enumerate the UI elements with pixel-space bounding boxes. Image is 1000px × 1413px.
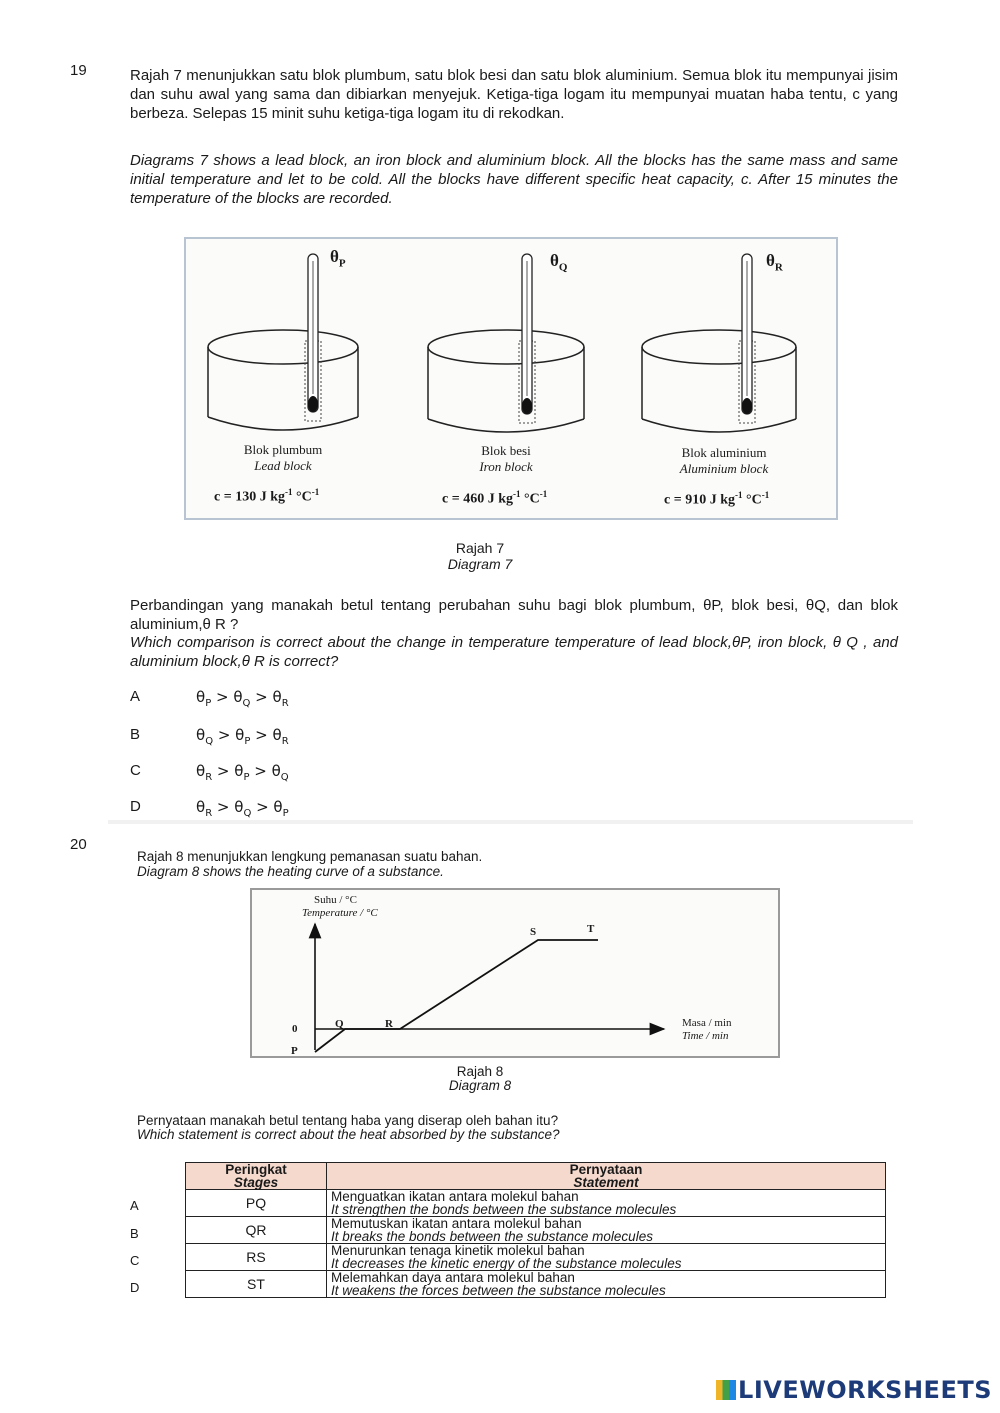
y-axis-label: Suhu / °C Temperature / °C: [302, 894, 378, 919]
origin-label: 0: [292, 1023, 298, 1035]
heating-curve: [315, 940, 598, 1052]
option-letter: D: [130, 798, 141, 815]
question-number-19: 19: [70, 62, 87, 79]
stage-cell: ST: [186, 1271, 327, 1298]
q20-question: Pernyataan manakah betul tentang haba yang diserap oleh bahan itu? Which statement is correct about the heat absorbed by the substance?: [137, 1113, 560, 1142]
statement-cell: Memutuskan ikatan antara molekul bahan It breaks the bonds between the substance molecules: [327, 1217, 886, 1244]
row-letter-d: D: [130, 1280, 140, 1295]
lead-block-caption: Blok plumbum Lead block: [243, 442, 323, 473]
statement-cell: Melemahkan daya antara molekul bahan It weakens the forces between the substance molecules: [327, 1271, 886, 1298]
theta-r-label: $\theta_R$: [766, 251, 783, 274]
table-row[interactable]: [186, 1271, 886, 1298]
statement-table: [185, 1162, 886, 1298]
table-row[interactable]: [186, 1244, 886, 1271]
container-aluminium: [642, 254, 796, 432]
diagram-8: [250, 888, 780, 1058]
q19-question-english: Which comparison is correct about the change in temperature temperature of lead block,θP, iron block, θ Q , and aluminium block,θ R is correct?: [130, 634, 898, 670]
point-p-label: P: [291, 1045, 298, 1057]
x-axis-label: Masa / min Time / min: [682, 1017, 732, 1042]
iron-block-caption: Blok besi Iron block: [479, 443, 533, 474]
section-divider: [108, 820, 913, 824]
row-letter-b: B: [130, 1226, 139, 1241]
option-text: $\theta_P > \theta_Q > \theta_R$: [196, 688, 289, 709]
brand-logo: LIVEWORKSHEETS: [716, 1376, 992, 1404]
option-text: $\theta_R > \theta_P > \theta_Q$: [196, 762, 289, 783]
option-text: $\theta_Q > \theta_P > \theta_R$: [196, 726, 289, 747]
point-r-label: R: [385, 1018, 393, 1030]
point-q-label: Q: [335, 1018, 344, 1030]
header-statement: Pernyataan Statement: [327, 1163, 886, 1190]
statement-cell: Menurunkan tenaga kinetik molekul bahan It decreases the kinetic energy of the substance molecules: [327, 1244, 886, 1271]
option-b[interactable]: [130, 726, 289, 747]
stage-cell: QR: [186, 1217, 327, 1244]
stage-cell: RS: [186, 1244, 327, 1271]
q19-malay-text: Rajah 7 menunjukkan satu blok plumbum, satu blok besi dan satu blok aluminium. Semua blok itu mempunyai jisim dan suhu awal yang sama dan dibiarkan menyejuk. Ketiga-tiga logam itu mempunyai muatan haba tentu, c yang berbeza. Selepas 15 minit suhu ketiga-tiga logam itu di rekodkan.: [130, 67, 898, 122]
row-letter-c: C: [130, 1253, 140, 1268]
q20-intro: Rajah 8 menunjukkan lengkung pemanasan suatu bahan. Diagram 8 shows the heating curve of a substance.: [137, 849, 483, 879]
diagram-8-caption: Rajah 8 Diagram 8: [448, 1064, 512, 1093]
aluminium-heat-capacity: c = 910 J $kg^{-1}$ $^\circ C^{-1}$: [664, 490, 770, 508]
header-stages: Peringkat Stages: [186, 1163, 327, 1190]
iron-heat-capacity: c = 460 J $kg^{-1}$ $^\circ C^{-1}$: [442, 489, 548, 507]
point-t-label: T: [587, 923, 595, 935]
lead-heat-capacity: c = 130 J $kg^{-1}$ $^\circ C^{-1}$: [214, 487, 320, 505]
q19-question-malay: Perbandingan yang manakah betul tentang perubahan suhu bagi blok plumbum, θP, blok besi, θQ, dan blok aluminium,θ R ?: [130, 597, 898, 633]
diagram-7-caption: Rajah 7 Diagram 7: [447, 540, 513, 572]
theta-p-label: $\theta_P$: [330, 247, 346, 270]
option-a[interactable]: [130, 688, 289, 709]
table-header-row: [186, 1163, 886, 1190]
stage-cell: PQ: [186, 1190, 327, 1217]
liveworksheets-icon: [716, 1380, 736, 1400]
q19-english-text: Diagrams 7 shows a lead block, an iron block and aluminium block. All the blocks has the same mass and same initial temperature and let to be cold. All the blocks have different specific heat capacity, c. After 15 minutes the temperature of the blocks are recorded.: [130, 152, 898, 207]
table-row[interactable]: [186, 1217, 886, 1244]
container-lead: [208, 254, 358, 430]
theta-q-label: $\theta_Q$: [550, 251, 568, 274]
option-letter: A: [130, 688, 141, 705]
aluminium-block-caption: Blok aluminium Aluminium block: [679, 445, 769, 476]
statement-cell: Menguatkan ikatan antara molekul bahan It strengthen the bonds between the substance molecules: [327, 1190, 886, 1217]
option-c[interactable]: [130, 762, 289, 783]
option-letter: C: [130, 762, 141, 779]
option-text: $\theta_R > \theta_Q > \theta_P$: [196, 798, 289, 819]
table-row[interactable]: [186, 1190, 886, 1217]
question-number-20: 20: [70, 836, 87, 853]
option-d[interactable]: [130, 798, 289, 819]
row-letter-a: A: [130, 1198, 139, 1213]
option-letter: B: [130, 726, 141, 743]
point-s-label: S: [530, 926, 537, 938]
container-iron: [428, 254, 584, 432]
diagram-7: [184, 237, 838, 520]
